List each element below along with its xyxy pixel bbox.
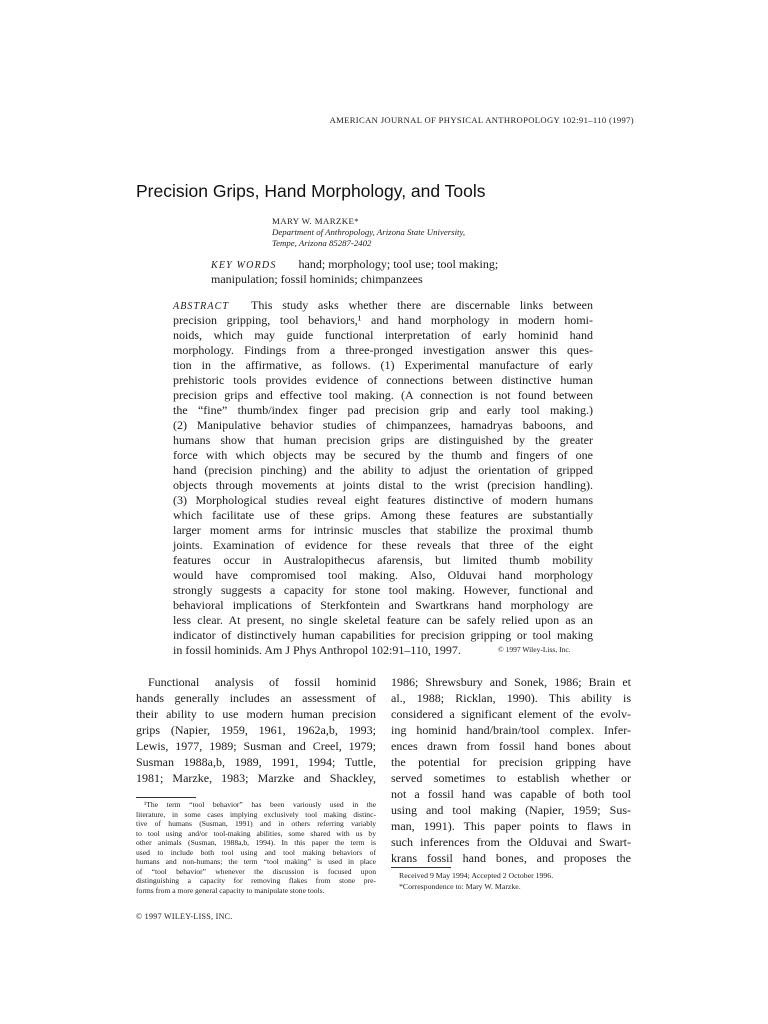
abstract-line: noids, which may guide functional interpretation of early hominid hand [173,328,593,342]
keywords-label: KEY WORDS [211,260,277,271]
abstract-line: precision grips and effective tool making. (A connection is not found between [173,388,593,402]
abstract-label: ABSTRACT [173,301,230,312]
abstract-line: (3) Morphological studies reveal eight features distinctive of modern humans [173,493,593,507]
abstract-line: (2) Manipulative behavior studies of chimpanzees, hamadryas baboons, and [173,418,593,432]
footnote-divider [391,867,451,868]
footnote-line: distinguishing a capacity for removing flakes from stone pre- [136,876,376,885]
body-line: al., 1988; Ricklan, 1990). This ability is [391,691,631,705]
footnote-divider [136,797,196,798]
abstract-line: the “fine” thumb/index finger pad precision grip and early tool making.) [173,403,593,417]
running-head: AMERICAN JOURNAL OF PHYSICAL ANTHROPOLOGY 102:91–110 (1997) [329,115,634,125]
footnote-line: to tool using and/or tool-making abilities, some shared with us by [136,828,376,838]
body-line: not a fossil hand was capable of both tool [391,787,631,801]
author-affiliation [272,227,465,249]
abstract-line: strongly suggests a capacity for stone tool making. However, functional and [173,583,593,597]
body-line: krans fossil hand bones, and proposes the [391,851,631,865]
footnote-line: humans and non-humans; the term “tool making” is used in place [136,857,376,866]
footnote-line: literature, in some cases implying exclusively tool making distinc- [136,809,376,819]
keywords-line: hand; morphology; tool use; tool making; [298,257,499,271]
abstract-text: This study asks whether there are discernable links between [251,298,593,312]
body-line: served sometimes to establish whether or [391,771,631,785]
body-line: hands generally includes an assessment of [136,691,376,705]
footnote-line: used to include both tool using and tool making behaviors of [136,847,376,857]
body-line: ing hominid hand/brain/tool complex. Infer- [391,723,631,737]
body-line: man, 1991). This paper points to flaws in [391,819,631,833]
body-line: grips (Napier, 1959, 1961, 1962a,b, 1993; [136,723,376,737]
body-line: 1986; Shrewsbury and Sonek, 1986; Brain et [391,675,631,689]
abstract-line: behavioral implications of Sterkfontein and Swartkrans hand morphology are [173,598,593,612]
abstract-line: morphology. Findings from a three-pronged investigation answer this ques- [173,343,593,357]
body-line: 1981; Marzke, 1983; Marzke and Shackley, [136,771,376,785]
abstract-line: force with which objects may be secured by the thumb and fingers of one [173,448,593,462]
received-dates: Received 9 May 1994; Accepted 2 October 1996. [399,871,554,880]
footnote-line: forms from a more general capacity to manipulate stone tools. [136,885,325,895]
article-title: Precision Grips, Hand Morphology, and Tools [136,181,486,201]
abstract-line: joints. Examination of evidence for these reveals that three of the eight [173,538,593,552]
abstract-line: larger moment arms for intrinsic muscles that stabilize the proximal thumb [173,523,593,537]
abstract-line: objects through movements at joints distal to the wrist (precision handling). [173,478,593,492]
abstract-line: precision gripping, tool behaviors,¹ and hand morphology in modern homi- [173,313,593,327]
body-line: the potential for precision gripping have [391,755,631,769]
affiliation-line: Tempe, Arizona 85287-2402 [272,238,372,248]
abstract-line: humans show that human precision grips are distinguished by the greater [173,433,593,447]
footnote-line: other animals (Susman, 1988a,b, 1994). In this paper the term is [136,838,376,847]
correspondence-note: *Correspondence to: Mary W. Marzke. [399,882,521,891]
author-name: MARY W. MARZKE* [272,216,360,226]
abstract-line: prehistoric tools provides evidence of connections between distinctive human [173,373,593,387]
abstract-line: tion in the affirmative, as follows. (1) Experimental manufacture of early [173,358,593,372]
body-line: considered a significant element of the evolv- [391,707,631,721]
footnote-line: tive of humans (Susman, 1991) and in others referring variably [136,819,376,828]
footer-copyright: © 1997 WILEY-LISS, INC. [136,912,233,921]
body-line: using and tool making (Napier, 1959; Sus- [391,803,631,817]
keywords-line: manipulation; fossil hominids; chimpanzees [211,272,423,286]
body-line: Susman 1988a,b, 1989, 1991, 1994; Tuttle, [136,755,376,769]
abstract-copyright: © 1997 Wiley-Liss, Inc. [498,645,571,654]
footnote-line: of “tool behavior” whenever the discussion is focused upon [136,866,376,876]
abstract-line: features occur in Australopithecus afarensis, but limited thumb mobility [173,553,593,567]
body-line: such inferences from the Olduvai and Swart- [391,835,631,849]
abstract-line: which facilitate use of these grips. Among these features are substantially [173,508,593,522]
footnote-line: ¹The term “tool behavior” has been variously used in the [144,800,376,809]
abstract-line: would have compromised tool making. Also, Olduvai hand morphology [173,568,593,582]
abstract-line: less clear. At present, no single skeletal feature can be safely relied upon as an [173,613,593,627]
body-line: Functional analysis of fossil hominid [148,675,376,689]
abstract-line: hand (precision pinching) and the ability to adjust the orientation of gripped [173,463,593,477]
body-line: their ability to use modern human precision [136,707,376,721]
affiliation-line: Department of Anthropology, Arizona State University, [272,227,466,237]
body-line: ences drawn from fossil hand bones about [391,739,631,753]
abstract-line: in fossil hominids. Am J Phys Anthropol 102:91–110, 1997. [173,643,461,657]
keywords [211,257,498,272]
abstract-line: indicator of distinctively human capabilities for precision gripping or tool making [173,628,593,642]
body-line: Lewis, 1977, 1989; Susman and Creel, 1979; [136,739,376,753]
abstract-line [173,298,593,313]
